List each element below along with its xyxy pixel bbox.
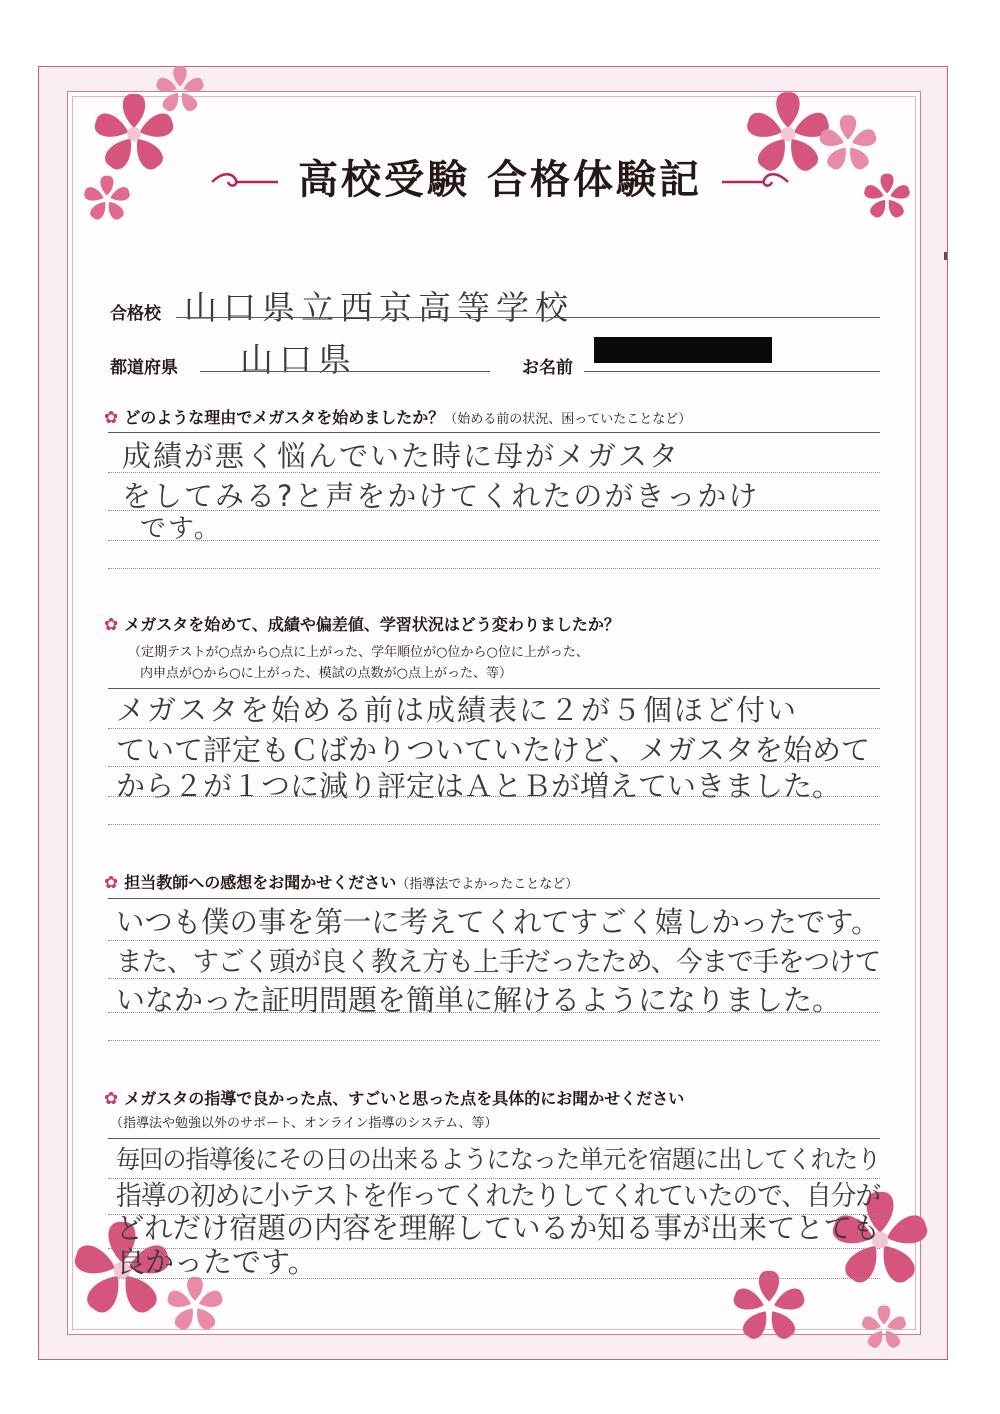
school-label: 合格校 [110, 304, 161, 324]
question-2-sub-1: （定期テストが○点から○点に上がった、学年順位が○位から○位に上がった、 [128, 645, 589, 660]
answer-4-line-3: どれだけ宿題の内容を理解しているか知る事が出来てとても [116, 1211, 881, 1245]
answer-1-line-3: です。 [140, 514, 222, 544]
prefecture-label: 都道府県 [110, 358, 178, 378]
answer-1-line-2: をしてみる?と声をかけてくれたのがきっかけ [122, 479, 760, 513]
answer-2-line-2: ていて評定もＣばかりついていたけど、メガスタを始めて [116, 733, 871, 767]
answer-3-line-2: また、すごく頭が良く教え方も上手だったため、今まで手をつけて [116, 947, 881, 978]
answer-rule [108, 1012, 880, 1013]
name-label: お名前 [522, 358, 573, 378]
question-2-title: ✿ メガスタを始めて、成績や偏差値、学習状況はどう変わりましたか？ [104, 615, 620, 635]
question-1-title: ✿ どのような理由でメガスタを始めましたか？（始める前の状況、困っていたことなど） [104, 408, 692, 428]
school-value: 山口県立西京高等学校 [184, 288, 574, 327]
answer-rule [108, 540, 880, 541]
answer-rule [108, 1278, 880, 1279]
answer-rule [108, 510, 880, 511]
page-title: 高校受験 合格体験記 [298, 156, 702, 203]
sakura-flower-icon [724, 1262, 814, 1352]
answer-rule [108, 472, 880, 473]
school-underline [176, 317, 880, 318]
sakura-bullet-icon: ✿ [104, 408, 119, 428]
answer-rule [108, 1040, 880, 1041]
sakura-flower-icon [856, 1300, 912, 1356]
redacted-name [594, 337, 772, 363]
sakura-flower-icon [150, 60, 210, 120]
flourish-ornament-icon [720, 172, 790, 192]
answer-2-line-3: から２が１つに減り評定はＡとＢが増えていきました。 [116, 769, 842, 803]
question-3-title: ✿ 担当教師への感想をお聞かせください（指導法でよかったことなど） [104, 873, 579, 893]
prefecture-value: 山口県 [240, 340, 357, 379]
answer-top-line [108, 898, 880, 899]
answer-4-line-1: 毎回の指導後にその日の出来るようになった単元を宿題に出してくれたり [116, 1145, 881, 1174]
margin-mark [944, 252, 947, 260]
answer-4-line-2: 指導の初めに小テストを作ってくれたりしてくれていたので、自分が [116, 1181, 881, 1212]
sakura-bullet-icon: ✿ [104, 615, 119, 635]
answer-rule [108, 796, 880, 797]
question-4-title: ✿ メガスタの指導で良かった点、すごいと思った点を具体的にお聞かせください [104, 1089, 685, 1109]
answer-top-line [108, 432, 880, 433]
sakura-bullet-icon: ✿ [104, 873, 119, 893]
answer-rule [108, 824, 880, 825]
answer-rule [108, 568, 880, 569]
page-title-wrap [0, 150, 1000, 210]
question-2-sub-2: 内申点が○から○に上がった、模試の点数が○点上がった、等） [140, 666, 513, 681]
answer-3-line-3: いなかった証明問題を簡単に解けるようになりました。 [116, 983, 842, 1017]
question-4-sub-1: （指導法や勉強以外のサポート、オンライン指導のシステム、等） [110, 1116, 498, 1131]
answer-1-line-1: 成績が悪く悩んでいた時に母がメガスタ [122, 439, 681, 473]
name-underline [584, 371, 880, 372]
answer-top-line [108, 1138, 880, 1139]
sakura-bullet-icon: ✿ [104, 1089, 119, 1109]
answer-2-line-1: メガスタを始める前は成績表に２が５個ほど付い [116, 693, 799, 727]
answer-3-line-1: いつも僕の事を第一に考えてくれてすごく嬉しかったです。 [116, 905, 880, 939]
answer-4-line-4: 良かったです。 [116, 1245, 317, 1279]
prefecture-underline [200, 371, 490, 372]
